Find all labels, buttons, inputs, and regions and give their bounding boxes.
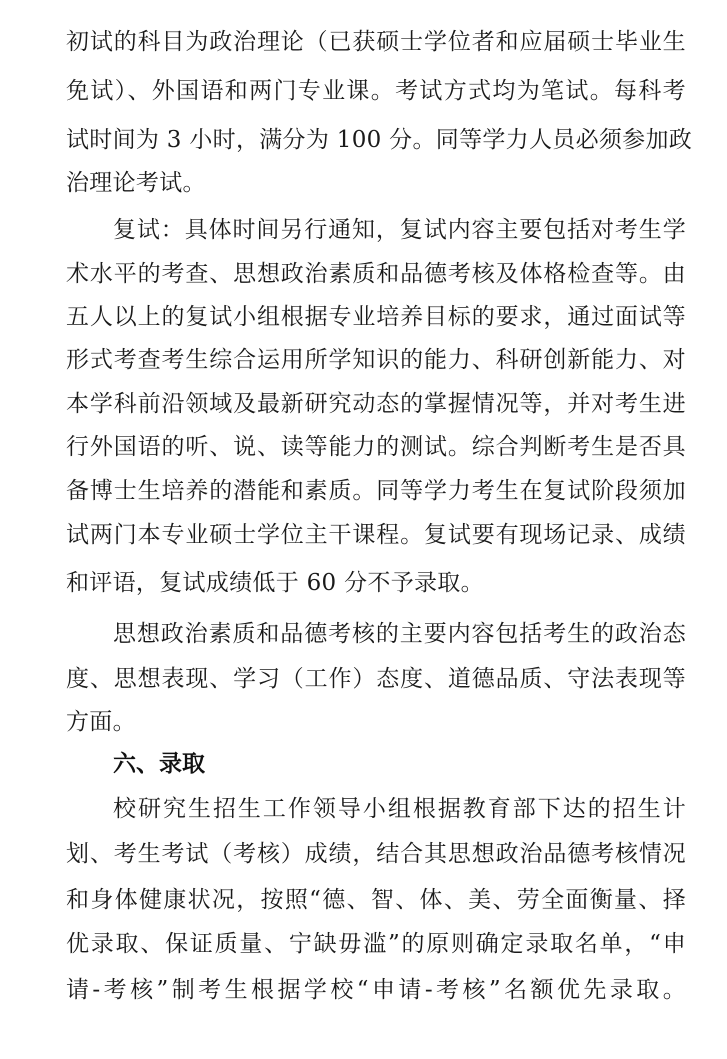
paragraph-line: 优录取、保证质量、宁缺毋滥”的原则确定录取名单，“申 xyxy=(66,931,686,957)
paragraph-line: 术水平的考查、思想政治素质和品德考核及体格检查等。由 xyxy=(66,261,686,287)
paragraph-line: 度、思想表现、学习（工作）态度、道德品质、守法表现等 xyxy=(66,666,686,692)
paragraph-line: 和身体健康状况，按照“德、智、体、美、劳全面衡量、择 xyxy=(66,887,686,913)
paragraph-line: 治理论考试。 xyxy=(66,170,206,196)
paragraph-line: 本学科前沿领域及最新研究动态的掌握情况等，并对考生进 xyxy=(66,391,686,417)
paragraph-line: 初试的科目为政治理论（已获硕士学位者和应届硕士毕业生 xyxy=(66,29,686,55)
paragraph-line: 形式考查考生综合运用所学知识的能力、科研创新能力、对 xyxy=(66,347,686,373)
paragraph-line: 和评语，复试成绩低于 60 分不予录取。 xyxy=(66,570,484,596)
paragraph-line: 校研究生招生工作领导小组根据教育部下达的招生计 xyxy=(113,796,686,822)
paragraph-line: 复试：具体时间另行通知，复试内容主要包括对考生学 xyxy=(113,217,686,243)
paragraph-line: 五人以上的复试小组根据专业培养目标的要求，通过面试等 xyxy=(66,304,686,330)
paragraph-line: 免试）、外国语和两门专业课。考试方式均为笔试。每科考 xyxy=(66,78,686,104)
paragraph-line: 试时间为 3 小时，满分为 100 分。同等学力人员必须参加政 xyxy=(66,127,693,153)
paragraph-line: 行外国语的听、说、读等能力的测试。综合判断考生是否具 xyxy=(66,434,686,460)
paragraph-line: 思想政治素质和品德考核的主要内容包括考生的政治态 xyxy=(113,621,686,647)
paragraph-line: 试两门本专业硕士学位主干课程。复试要有现场记录、成绩 xyxy=(66,522,686,548)
paragraph-line: 请-考核”制考生根据学校“申请-考核”名额优先录取。 xyxy=(66,977,686,1003)
paragraph-line: 划、考生考试（考核）成绩，结合其思想政治品德考核情况 xyxy=(66,841,686,867)
paragraph-line: 备博士生培养的潜能和素质。同等学力考生在复试阶段须加 xyxy=(66,478,686,504)
section-heading: 六、录取 xyxy=(113,751,205,777)
paragraph-line: 方面。 xyxy=(66,709,136,735)
